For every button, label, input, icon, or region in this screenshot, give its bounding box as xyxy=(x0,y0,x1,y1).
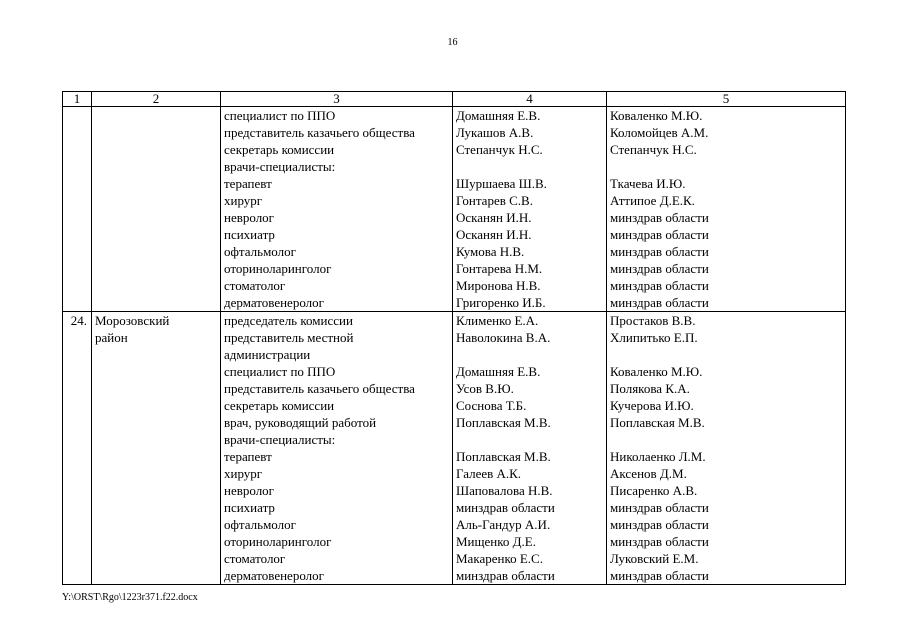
continuation-reserves-cell xyxy=(607,107,846,312)
cell-line: Коломойцев А.М. xyxy=(610,125,709,140)
cell-line: минздрав области xyxy=(610,295,709,310)
cell-line: Коваленко М.Ю. xyxy=(610,364,703,379)
cell-line: невролог xyxy=(224,483,275,498)
cell-line: психиатр xyxy=(224,500,275,515)
cell-line: Простаков В.В. xyxy=(610,313,696,328)
cell-line xyxy=(610,431,845,448)
cell-line: специалист по ППО xyxy=(224,108,336,123)
header-col-2: 2 xyxy=(92,92,221,107)
cell-line: Аксенов Д.М. xyxy=(610,466,687,481)
cell-line: хирург xyxy=(224,466,263,481)
cell-line: минздрав области xyxy=(610,227,709,242)
cell-line: дерматовенеролог xyxy=(224,568,324,583)
cell-line: Гонтарев С.В. xyxy=(456,193,533,208)
header-col-1: 1 xyxy=(63,92,92,107)
footer-file-path: Y:\ORST\Rgo\1223r371.f22.docx xyxy=(62,592,198,603)
continuation-row xyxy=(63,107,846,312)
cell-line: Луковский Е.М. xyxy=(610,551,699,566)
cell-line: Макаренко Е.С. xyxy=(456,551,543,566)
cell-line: минздрав области xyxy=(610,210,709,225)
cell-line: представитель казачьего общества xyxy=(224,125,415,140)
cell-line: Поплавская М.В. xyxy=(456,415,551,430)
cell-line: минздрав области xyxy=(610,261,709,276)
commission-table xyxy=(62,91,846,585)
cell-line: Домашняя Е.В. xyxy=(456,108,541,123)
header-col-5: 5 xyxy=(607,92,846,107)
cell-line: Соснова Т.Б. xyxy=(456,398,527,413)
cell-line: Степанчук Н.С. xyxy=(610,142,697,157)
cell-line: Шаповалова Н.В. xyxy=(456,483,553,498)
entry-row xyxy=(63,312,846,585)
cell-line: невролог xyxy=(224,210,275,225)
cell-line: Поплавская М.В. xyxy=(456,449,551,464)
cell-line: район xyxy=(95,330,128,345)
cell-line: психиатр xyxy=(224,227,275,242)
cell-line: Шуршаева Ш.В. xyxy=(456,176,547,191)
cell-line: Осканян И.Н. xyxy=(456,210,532,225)
entry-members-cell xyxy=(453,312,607,585)
cell-line: Миронова Н.В. xyxy=(456,278,541,293)
cell-line: оториноларинголог xyxy=(224,261,332,276)
cell-line: Кумова Н.В. xyxy=(456,244,525,259)
header-row xyxy=(63,92,846,107)
cell-line: Осканян И.Н. xyxy=(456,227,532,242)
cell-line xyxy=(610,346,845,363)
page-number: 16 xyxy=(447,37,458,48)
cell-line: секретарь комиссии xyxy=(224,398,335,413)
cell-line xyxy=(610,158,845,175)
cell-line: минздрав области xyxy=(610,568,709,583)
cell-line: врачи-специалисты: xyxy=(224,159,336,174)
entry-reserves-cell xyxy=(607,312,846,585)
continuation-district-cell xyxy=(92,107,221,312)
cell-line: Наволокина В.А. xyxy=(456,330,551,345)
cell-line: хирург xyxy=(224,193,263,208)
cell-line: Поплавская М.В. xyxy=(610,415,705,430)
cell-line: Домашняя Е.В. xyxy=(456,364,541,379)
cell-line: врач, руководящий работой xyxy=(224,415,377,430)
cell-line: минздрав области xyxy=(610,278,709,293)
cell-line xyxy=(456,431,606,448)
cell-line: минздрав области xyxy=(610,517,709,532)
cell-line: стоматолог xyxy=(224,278,286,293)
cell-line xyxy=(456,346,606,363)
cell-line: врачи-специалисты: xyxy=(224,432,336,447)
entry-roles-cell xyxy=(221,312,453,585)
cell-line: председатель комиссии xyxy=(224,313,353,328)
cell-line: Морозовский xyxy=(95,313,170,328)
cell-line: оториноларинголог xyxy=(224,534,332,549)
cell-line: минздрав области xyxy=(456,500,555,515)
cell-line: Писаренко А.В. xyxy=(610,483,698,498)
cell-line: офтальмолог xyxy=(224,244,296,259)
cell-line: стоматолог xyxy=(224,551,286,566)
cell-line: Гонтарева Н.М. xyxy=(456,261,543,276)
cell-line: Клименко Е.А. xyxy=(456,313,539,328)
cell-line: терапевт xyxy=(224,176,272,191)
cell-line xyxy=(456,158,606,175)
entry-district-cell xyxy=(92,312,221,585)
continuation-number-cell xyxy=(63,107,92,312)
cell-line: Аттипое Д.Е.К. xyxy=(610,193,695,208)
cell-line: Ткачева И.Ю. xyxy=(610,176,686,191)
cell-line: Николаенко Л.М. xyxy=(610,449,706,464)
cell-line: терапевт xyxy=(224,449,272,464)
cell-line: Аль-Гандур А.И. xyxy=(456,517,551,532)
cell-line: администрации xyxy=(224,347,311,362)
cell-line: Галеев А.К. xyxy=(456,466,522,481)
cell-line: Хлипитько Е.П. xyxy=(610,330,698,345)
cell-line: Григоренко И.Б. xyxy=(456,295,546,310)
cell-line: офтальмолог xyxy=(224,517,296,532)
header-col-4: 4 xyxy=(453,92,607,107)
cell-line: секретарь комиссии xyxy=(224,142,335,157)
cell-line: дерматовенеролог xyxy=(224,295,324,310)
continuation-members-cell xyxy=(453,107,607,312)
cell-line: представитель казачьего общества xyxy=(224,381,415,396)
cell-line: Лукашов А.В. xyxy=(456,125,534,140)
entry-number: 24. xyxy=(63,312,92,585)
cell-line: минздрав области xyxy=(610,500,709,515)
cell-line: минздрав области xyxy=(610,244,709,259)
cell-line: Усов В.Ю. xyxy=(456,381,514,396)
header-col-3: 3 xyxy=(221,92,453,107)
cell-line: Степанчук Н.С. xyxy=(456,142,543,157)
cell-line: Мищенко Д.Е. xyxy=(456,534,536,549)
cell-line: Кучерова И.Ю. xyxy=(610,398,694,413)
cell-line: представитель местной xyxy=(224,330,354,345)
cell-line: Коваленко М.Ю. xyxy=(610,108,703,123)
cell-line: минздрав области xyxy=(456,568,555,583)
continuation-roles-cell xyxy=(221,107,453,312)
cell-line: специалист по ППО xyxy=(224,364,336,379)
cell-line: минздрав области xyxy=(610,534,709,549)
cell-line: Полякова К.А. xyxy=(610,381,690,396)
